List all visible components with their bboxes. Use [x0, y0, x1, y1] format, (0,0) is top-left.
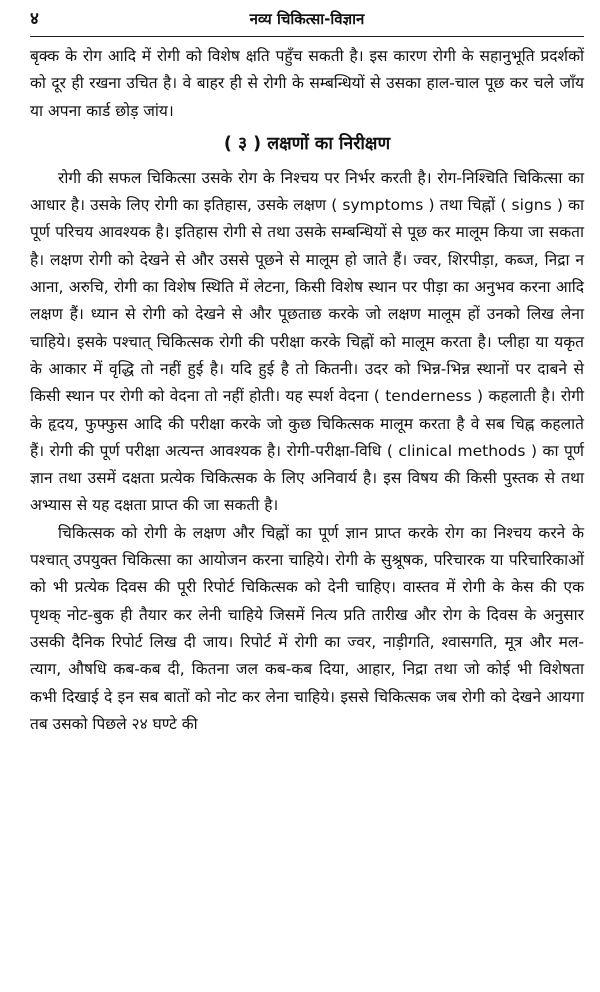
paragraph-daily-report: चिकित्सक को रोगी के लक्षण और चिह्नों का पूर्ण ज्ञान प्राप्त करके रोग का निश्चय करने के पश्चात् उपयुक्त चिकित्सा का आयोजन करना चाहिये। रोगी के सुश्रूषक, परिचारक या परिचारिकाओं को भी प्रत्येक दिवस की पूरी रिपोर्ट चिकित्सक को देनी चाहिए। वास्तव में रोगी के केस की एक पृथक् नोट-बुक ही तैयार कर लेनी चाहिये जिसमें नित्य प्रति तारीख और रोग के दिवस के अनुसार उसकी दैनिक रिपोर्ट लिख दी जाय। रिपोर्ट में रोगी का ज्वर, नाड़ीगति, श्वासगति, मूत्र और मल-त्याग, औषधि कब-कब दी, कितना जल कब-कब दिया, आहार, निद्रा तथा जो कोई भी विशेषता कभी दिखाई दे इन सब बातों को नोट कर लेना चाहिये। इससे चिकित्सक जब रोगी को देखने आयगा तब उसको पिछले २४ घण्टे की — [30, 523, 584, 733]
page-number: ४ — [30, 9, 39, 29]
page-content — [30, 43, 584, 738]
book-title: नव्य चिकित्सा-विज्ञान — [249, 10, 365, 28]
paragraph-visitors: बृक्क के रोग आदि में रोगी को विशेष क्षति पहुँच सकती है। इस कारण रोगी के सहानुभूति प्रदर्शकों को दूर ही रखना उचित है। वे बाहर ही से रोगी के सम्बन्धियों से उसका हाल-चाल पूछ कर चले जाँय या अपना कार्ड छोड़ जांय। — [30, 47, 584, 120]
running-header — [30, 8, 584, 37]
paragraph-diagnosis: रोगी की सफल चिकित्सा उसके रोग के निश्चय पर निर्भर करती है। रोग-निश्चिति चिकित्सा का आधार है। उसके लिए रोगी का इतिहास, उसके लक्षण ( symptoms ) तथा चिह्नों ( signs ) का पूर्ण परिचय आवश्यक है। इतिहास रोगी से तथा उसके सम्बन्धियों से पूछ कर मालूम किया जा सकता है। लक्षण रोगी को देखने से और उससे पूछने से मालूम हो जाते हैं। ज्वर, शिरपीड़ा, कब्ज, निद्रा न आना, अरुचि, रोगी का विशेष स्थिति में लेटना, किसी विशेष स्थान पर पीड़ा का अनुभव करना आदि लक्षण हैं। ध्यान से रोगी को देखने से और पूछताछ करके जो लक्षण मालूम हों उनको लिख लेना चाहिये। इसके पश्चात् चिकित्सक रोगी की परीक्षा करके चिह्नों को मालूम करता है। प्लीहा या यकृत के आकार में वृद्धि तो नहीं हुई है। यदि हुई है तो कितनी। उदर को भिन्न-भिन्न स्थानों पर दाबने से किसी स्थान पर रोगी को वेदना तो नहीं होती। यह स्पर्श वेदना ( tenderness ) कहलाती है। रोगी के हृदय, फुफ्फुस आदि की परीक्षा करके जो कुछ चिकित्सक मालूम करता है वे सब चिह्न कहलाते हैं। रोगी की पूर्ण परीक्षा अत्यन्त आवश्यक है। रोगी-परीक्षा-विधि ( clinical methods ) का पूर्ण ज्ञान तथा उसमें दक्षता प्रत्येक चिकित्सक के लिए अनिवार्य है। इस विषय की किसी पुस्तक से तथा अभ्यास से यह दक्षता प्राप्त की जा सकती है। — [30, 168, 584, 515]
section-heading: ( ३ ) लक्षणों का निरीक्षण — [223, 133, 391, 154]
